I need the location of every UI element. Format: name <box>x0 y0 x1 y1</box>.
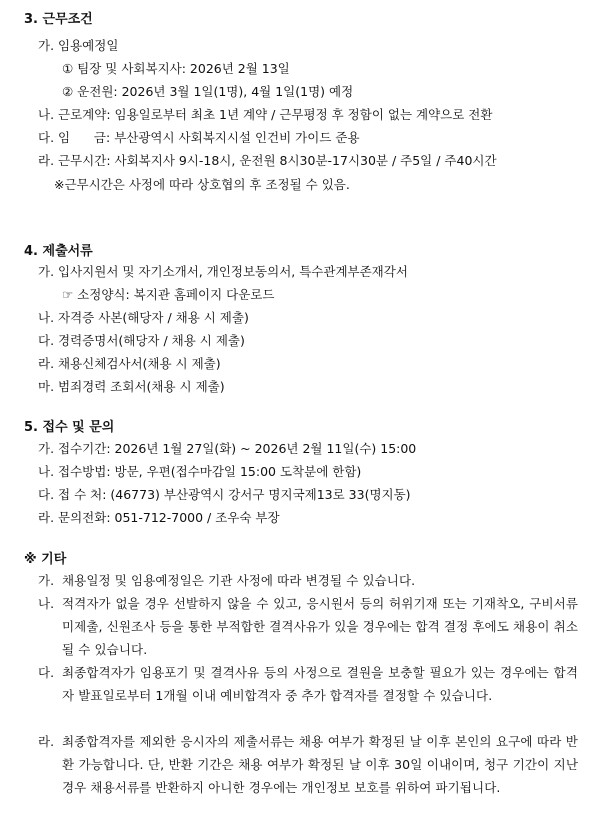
etc-item-text: 최종합격자를 제외한 응시자의 제출서류는 채용 여부가 확정된 날 이후 본인의 요구에 따라 반환 가능합니다. 단, 반환 기간은 채용 여부가 확정된 날 이후 30일 이내이며, 청구 기간이 지난 경우 채용서류를 반환하지 아니한 경우에는 개인정보 보호를 위하여 파기됩니다. <box>62 734 578 795</box>
section-3-heading: 3. 근무조건 <box>24 12 93 27</box>
s3-line-start-date: 가. 임용예정일 <box>38 38 119 53</box>
etc-item-schedule <box>38 569 578 592</box>
etc-item-marker: 다. <box>38 665 55 680</box>
etc-item-marker: 라. <box>38 734 55 749</box>
s4-line-license: 나. 자격증 사본(해당자 / 채용 시 제출) <box>38 310 249 325</box>
s4-line-career: 다. 경력증명서(해당자 / 채용 시 제출) <box>38 333 245 348</box>
etc-item-text: 채용일정 및 임용예정일은 기관 사정에 따라 변경될 수 있습니다. <box>62 573 416 588</box>
s5-line-address: 다. 접 수 처: (46773) 부산광역시 강서구 명지국제13로 33(명지동) <box>38 487 411 502</box>
s4-line-health: 라. 채용신체검사서(채용 시 제출) <box>38 356 221 371</box>
s3-line-contract: 나. 근로계약: 임용일로부터 최초 1년 계약 / 근무평정 후 정함이 없는 계약으로 전환 <box>38 107 493 122</box>
s5-line-contact: 라. 문의전화: 051-712-7000 / 조우숙 부장 <box>38 510 280 525</box>
etc-item-document-return <box>38 730 578 799</box>
section-5-heading: 5. 접수 및 문의 <box>24 420 115 435</box>
s3-line-team-lead-date: ① 팀장 및 사회복지사: 2026년 2월 13일 <box>62 61 290 76</box>
s3-line-note: ※근무시간은 사정에 따라 상호협의 후 조정될 수 있음. <box>54 177 350 192</box>
s3-line-wage: 다. 임 금: 부산광역시 사회복지시설 인건비 가이드 준용 <box>38 130 360 145</box>
etc-heading: ※ 기타 <box>24 552 67 567</box>
etc-item-text: 적격자가 없을 경우 선발하지 않을 수 있고, 응시원서 등의 허위기재 또는 기재착오, 구비서류 미제출, 신원조사 등을 통한 부적합한 결격사유가 있을 경우에는 합격 결정 후에도 채용이 취소될 수 있습니다. <box>62 596 578 657</box>
s3-line-hours: 라. 근무시간: 사회복지사 9시-18시, 운전원 8시30분-17시30분 / 주5일 / 주40시간 <box>38 153 497 168</box>
s4-line-criminal: 마. 범죄경력 조회서(채용 시 제출) <box>38 379 225 394</box>
section-4-heading: 4. 제출서류 <box>24 244 93 259</box>
s4-line-application: 가. 입사지원서 및 자기소개서, 개인정보동의서, 특수관계부존재각서 <box>38 264 408 279</box>
etc-item-disqualification <box>38 592 578 661</box>
etc-item-reserve <box>38 661 578 707</box>
etc-item-marker: 나. <box>38 596 55 611</box>
s4-line-form-download: ☞ 소정양식: 복지관 홈페이지 다운로드 <box>62 287 275 302</box>
s5-line-method: 나. 접수방법: 방문, 우편(접수마감일 15:00 도착분에 한함) <box>38 464 362 479</box>
s3-line-driver-date: ② 운전원: 2026년 3월 1일(1명), 4월 1일(1명) 예정 <box>62 84 354 99</box>
etc-item-text: 최종합격자가 임용포기 및 결격사유 등의 사정으로 결원을 보충할 필요가 있는 경우에는 합격자 발표일로부터 1개월 이내 예비합격자 중 추가 합격자를 결정할 수 있습니다. <box>62 665 578 703</box>
etc-item-marker: 가. <box>38 573 55 588</box>
s5-line-period: 가. 접수기간: 2026년 1월 27일(화) ~ 2026년 2월 11일(수) 15:00 <box>38 441 417 456</box>
